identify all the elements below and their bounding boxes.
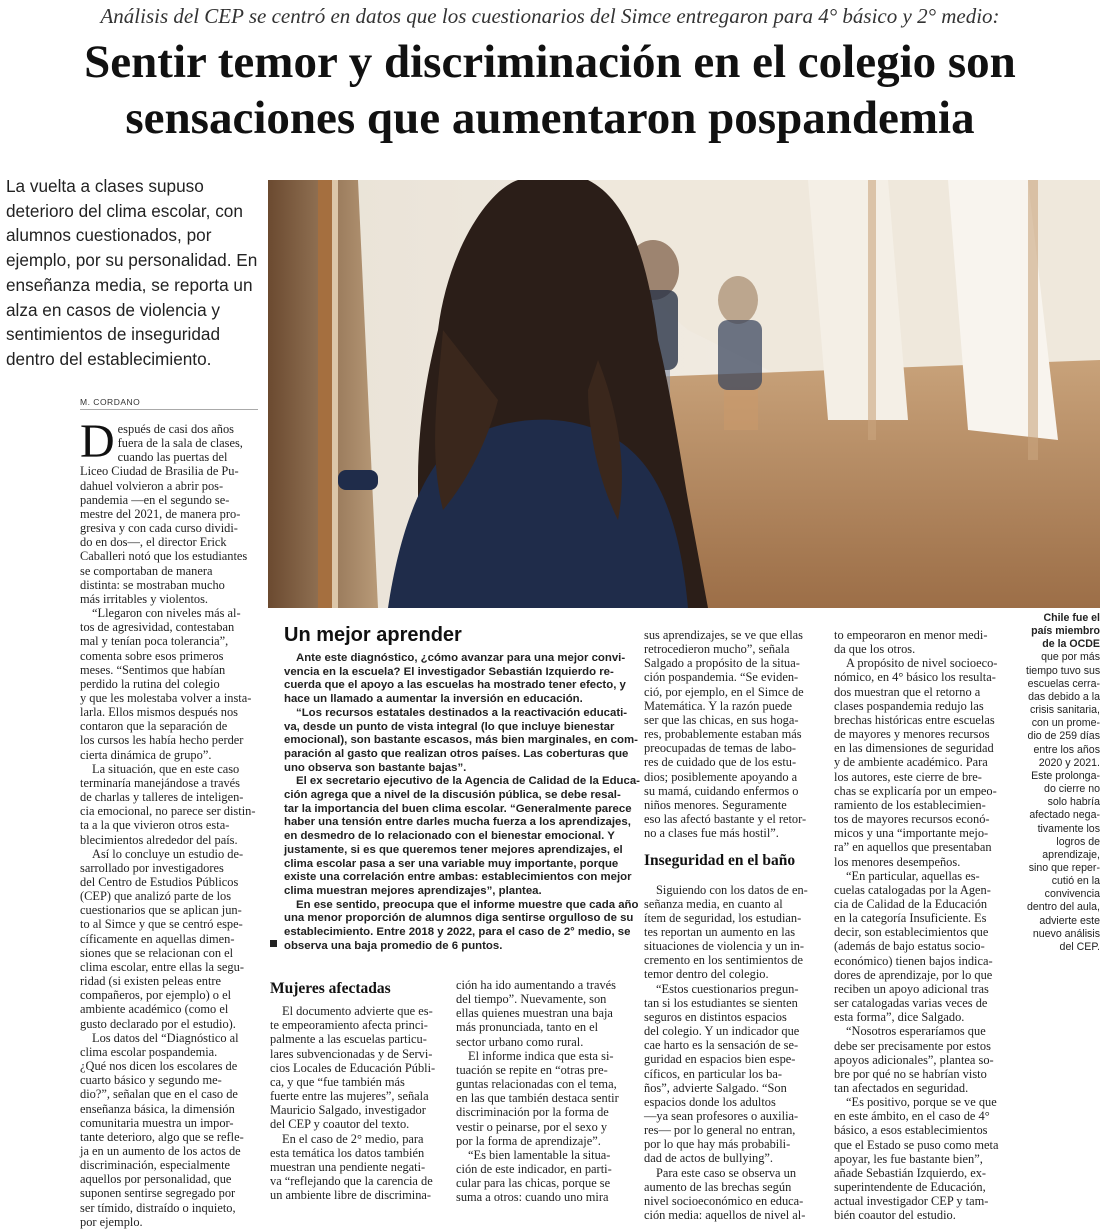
paragraph	[834, 1095, 1014, 1222]
text-line: —ya sean profesores o auxilia-	[644, 1109, 799, 1123]
text-line: larla. Ellos mismos después nos	[80, 705, 238, 720]
text-line: Este prolonga-	[1031, 769, 1100, 782]
text-line: suma a otros: cuando uno mira	[456, 1190, 609, 1205]
text-line: dios; posiblemente apoyando a	[644, 769, 798, 784]
kicker: Análisis del CEP se centró en datos que los cuestionarios del Simce entregaron para 4° básico y 2° medio:	[100, 4, 1000, 28]
text-line: debe ser precisamente por estos	[834, 1038, 991, 1053]
paragraph	[456, 1049, 634, 1148]
subhead: Inseguridad en el baño	[644, 852, 796, 870]
text-line: espacios donde los adultos	[644, 1094, 776, 1109]
text-line: apoyar, les fue bastante bien”,	[834, 1151, 983, 1166]
lede-line: La vuelta a clases supuso	[6, 176, 204, 196]
paragraph	[270, 1004, 446, 1131]
photo-credit: M. CORDANO	[80, 397, 258, 410]
text-line: cuestionarios que se aplican jun-	[80, 903, 242, 918]
text-line: “En particular, aquellas es-	[846, 868, 980, 883]
sidebar-bold-line: Chile fue el	[1043, 612, 1100, 624]
sidebar-fact	[1026, 612, 1100, 954]
text-line: cular para las chicas, porque se	[456, 1176, 611, 1191]
text-line: justamente, si es que queremos tener mejores aprendizajes, el	[284, 843, 623, 856]
text-line: del CEP.	[1059, 940, 1100, 953]
paragraph	[80, 847, 260, 1031]
text-line: hace un llamado a aumentar la inversión en educación.	[284, 693, 583, 706]
text-line: nómico, en 4° básico los resulta-	[834, 670, 996, 685]
text-line: Caballeri notó que los estudiantes	[80, 549, 248, 564]
text-line: apoyos adicionales”, plantea so-	[834, 1052, 994, 1067]
text-line: emocional), son bastante escasos, más bien marginales, en com-	[284, 734, 638, 747]
text-line: ción ha ido aumentando a través	[456, 978, 616, 992]
text-line: cuando las puertas del	[117, 450, 228, 465]
text-line: discriminación, especialmente	[80, 1158, 231, 1173]
text-line: suponen sentirse segregado por	[80, 1186, 236, 1201]
text-line: ja en un aumento de los actos de	[80, 1143, 241, 1158]
text-line: tar la importancia del buen clima escolar. “Generalmente parece	[284, 802, 632, 815]
text-line: convivencia	[1044, 888, 1100, 901]
text-line: tes reportan un aumento en las	[644, 924, 796, 939]
text-line: das debido a la	[1028, 690, 1100, 703]
text-line: tiempo tuvo sus	[1026, 664, 1100, 677]
text-line: niños menores. Seguramente	[644, 797, 787, 812]
text-line: observa una baja promedio de 6 puntos.	[284, 939, 503, 952]
text-line: dio?”, señalan que en el caso de	[80, 1087, 238, 1102]
text-line: una menor proporción de alumnos diga sentirse orgulloso de su	[284, 912, 634, 925]
text-line: to al Simce y que se centró espe-	[80, 917, 243, 932]
text-line: ridad (si existen peleas entre	[80, 974, 222, 989]
text-line: aprendizaje,	[1042, 848, 1100, 861]
text-line: ramiento de los establecimien-	[834, 797, 986, 812]
text-line: actual investigador CEP y tam-	[834, 1194, 989, 1209]
text-line: meses. “Sentimos que habían	[80, 662, 226, 677]
text-line: dahuel volvieron a abrir pos-	[80, 478, 224, 493]
text-line: cíficos, en particular los ba-	[644, 1066, 782, 1081]
text-line: tos de agresividad, contestaban	[80, 620, 235, 635]
text-line: cierta dinámica de grupo”.	[80, 747, 212, 762]
text-line: del colegio. Y un indicador que	[644, 1024, 800, 1039]
text-line: “Los recursos estatales destinados a la reactivación educati-	[296, 706, 628, 719]
paragraph	[834, 1024, 1014, 1095]
text-line: ción de este indicador, en parti-	[456, 1162, 612, 1177]
text-line: tos de mayores recursos econó-	[834, 812, 990, 827]
text-line: un ambiente libre de discrimina-	[270, 1188, 432, 1203]
text-line: cios Locales de Educación Públi-	[270, 1060, 436, 1075]
text-line: lares subvencionadas y de Servi-	[270, 1046, 433, 1061]
text-line: del Centro de Estudios Públicos	[80, 875, 239, 889]
article-column-2	[270, 982, 446, 1202]
text-line: pandemia —en el segundo se-	[80, 492, 230, 507]
photo-illustration	[268, 180, 1100, 608]
text-line: do cierre no	[1044, 783, 1100, 796]
paragraph	[834, 656, 1014, 868]
box-title: Un mejor aprender	[284, 624, 462, 646]
text-line: situaciones de violencia y un in-	[644, 939, 805, 954]
text-line: 2020 y 2021.	[1038, 756, 1100, 769]
text-line: clima escolar pasa a ser una variable muy importante, porque	[284, 857, 619, 870]
text-line: siones que se relacionan con el	[80, 945, 234, 960]
text-line: res, probablemente estaban más	[644, 727, 802, 742]
text-line: Los datos del “Diagnóstico al	[92, 1030, 239, 1045]
text-line: ción agrega que a nivel de la discusión pública, se debe resal-	[284, 789, 621, 802]
text-line: cuarto básico y segundo me-	[80, 1073, 222, 1088]
lede-line: alumnos cuestionados, por	[6, 225, 212, 246]
paragraph	[834, 628, 1014, 656]
text-line: clases pospandemia redujo las	[834, 698, 984, 713]
text-line: muestran una pendiente negati-	[270, 1159, 426, 1174]
text-line: cae harto es la sensación de se-	[644, 1038, 799, 1053]
text-line: de charlas y talleres de inteligen-	[80, 790, 244, 805]
text-line: logros de	[1056, 835, 1100, 848]
subhead: Mujeres afectadas	[270, 980, 391, 997]
text-line: mal y tenían poca tolerancia”,	[80, 634, 229, 649]
text-line: que por más	[1041, 651, 1100, 664]
text-line: por ejemplo.	[80, 1214, 143, 1229]
text-line: dores de aprendizaje, por lo que	[834, 967, 993, 982]
text-line: sarrollado por investigadores	[80, 860, 224, 875]
paragraph	[284, 775, 640, 898]
lede-line: dentro del establecimiento.	[6, 348, 212, 369]
text-line: ser tímido, distraído o inquieto,	[80, 1200, 236, 1215]
text-line: fuerte entre las mujeres”, señala	[270, 1089, 429, 1104]
text-line: gresiva y con cada curso dividi-	[80, 521, 238, 536]
text-line: se comportaban de manera	[80, 563, 213, 578]
text-line: El ex secretario ejecutivo de la Agencia de Calidad de la Educa-	[296, 775, 640, 788]
text-line: aumento de las brechas según	[644, 1179, 792, 1194]
text-line: superintendente de Educación,	[834, 1180, 986, 1195]
paragraph	[284, 707, 636, 776]
article-column-4	[644, 628, 824, 1222]
lede-line: deterioro del clima escolar, con	[6, 200, 243, 221]
text-line: do en dos—, el director Erick	[80, 535, 227, 550]
paragraph	[284, 652, 636, 707]
text-line: retrocedieron mucho”, señala	[644, 642, 790, 657]
text-line: guntas relacionadas con el tema,	[456, 1077, 617, 1092]
text-line: micos y una “importante mejo-	[834, 826, 989, 841]
text-line: blecimientos alrededor del país.	[80, 832, 238, 847]
text-line: uno observa son bastante bajas”.	[284, 761, 467, 774]
text-line: ser que las chicas, en sus hoga-	[644, 712, 799, 727]
text-line: distinta: se mostraban mucho	[80, 577, 225, 592]
headline	[0, 34, 1100, 146]
paragraph	[284, 898, 639, 954]
text-line: “Estos cuestionarios pregun-	[656, 981, 799, 996]
text-line: En el caso de 2° medio, para	[282, 1131, 424, 1146]
text-line: te empeoramiento afecta princi-	[270, 1018, 428, 1033]
text-line: discriminación por la forma de	[456, 1105, 609, 1120]
text-line: “Es positivo, porque se ve que	[846, 1095, 997, 1110]
text-line: los cursos les había hecho perder	[80, 733, 244, 748]
text-line: perdido la rutina del colegio	[80, 676, 220, 691]
text-line: crisis sanitaria,	[1029, 704, 1100, 717]
sidebar-text	[1026, 651, 1100, 954]
text-line: del CEP y coautor del texto.	[270, 1117, 410, 1132]
text-line: bién coautor del estudio.	[834, 1208, 956, 1223]
text-line: En ese sentido, preocupa que el informe muestre que cada año	[296, 898, 639, 911]
text-line: seguros en distintos espacios	[644, 1009, 787, 1024]
text-line: ca, y que “fue también más	[270, 1074, 405, 1089]
text-line: clima muestran mejores aprendizajes”, plantea.	[284, 884, 542, 897]
paragraph	[644, 628, 824, 840]
paragraph	[270, 1132, 446, 1203]
text-line: eso las afectó bastante y el retor-	[644, 812, 807, 827]
text-line: El documento advierte que es-	[282, 1004, 433, 1019]
text-line: espués de casi dos años	[117, 422, 234, 436]
text-line: tan afectados en seguridad.	[834, 1081, 969, 1095]
text-line: tivamente los	[1037, 822, 1100, 835]
text-line: fuera de la sala de clases,	[117, 436, 243, 451]
text-line: y que les molestaba volver a insta-	[80, 690, 252, 705]
text-line: contaron que la separación de	[80, 719, 228, 734]
text-line: básico, a esos establecimientos	[834, 1123, 988, 1138]
text-line: Así lo concluye un estudio de-	[92, 846, 244, 861]
text-line: guridad en espacios bien espe-	[644, 1052, 796, 1067]
text-line: ser catalogadas varias veces de	[834, 996, 988, 1011]
text-line: to empeoraron en menor medi-	[834, 628, 988, 642]
text-line: los menores desempeños.	[834, 854, 961, 869]
text-line: no a clases fue más hostil”.	[644, 826, 779, 841]
text-line: cutió en la	[1051, 875, 1100, 888]
text-line: dad de actos de bullying”.	[644, 1151, 774, 1166]
text-line: “Nosotros esperaríamos que	[846, 1024, 986, 1039]
text-line: Salgado a propósito de la situa-	[644, 656, 800, 671]
text-line: cremento en los sentimientos de	[644, 953, 803, 968]
text-line: cia emocional, no parece ser distin-	[80, 804, 256, 819]
text-line: tan si los estudiantes se sienten	[644, 995, 798, 1010]
text-line: Para este caso se observa un	[656, 1165, 797, 1180]
text-line: gusto declarado por el estudio).	[80, 1016, 236, 1031]
lede	[6, 174, 258, 372]
paragraph	[644, 1166, 824, 1223]
text-line: su mamá, cuidando enfermos o	[644, 783, 799, 798]
text-line: terminaría manejándose a través	[80, 775, 240, 790]
text-line: por lo que hay más probabili-	[644, 1137, 791, 1152]
text-line: decir, son establecimientos que	[834, 925, 989, 940]
text-line: va, desde un punto de vista integral (lo que incluye bienestar	[284, 720, 615, 733]
text-line: Liceo Ciudad de Brasilia de Pu-	[80, 464, 239, 479]
article-photo	[268, 180, 1100, 608]
text-line: ellas quienes muestran una baja	[456, 1006, 613, 1021]
text-line: advierte este	[1039, 914, 1100, 927]
text-line: (CEP) que analizó parte de los	[80, 889, 232, 904]
text-line: res— por lo general no entran,	[644, 1123, 796, 1138]
text-line: preocupadas de temas de labo-	[644, 741, 797, 756]
end-mark	[270, 940, 277, 947]
text-line: nivel socioeconómico en educa-	[644, 1193, 804, 1208]
text-line: más irritables y violentos.	[80, 591, 209, 606]
text-line: ítem de seguridad, los estudian-	[644, 910, 802, 925]
text-line: solo habría	[1047, 796, 1100, 809]
paragraph	[80, 606, 260, 762]
text-line: haber una tensión entre darles mucha fuerza a los aprendizajes,	[284, 816, 631, 829]
text-line: los autores, este cierre de bre-	[834, 769, 982, 784]
text-line: “Llegaron con niveles más al-	[92, 606, 241, 621]
text-line: La situación, que en este caso	[92, 761, 240, 776]
text-line: reciben un apoyo adicional tras	[834, 981, 989, 996]
text-line: clima escolar pospandemia.	[80, 1044, 218, 1059]
text-line: en las dimensiones de seguridad	[834, 741, 994, 756]
text-line: esta forma”, dice Salgado.	[834, 1010, 965, 1025]
text-line: vencia en la escuela? El investigador Sebastián Izquierdo re-	[284, 665, 614, 678]
text-line: que el Estado se puso como meta	[834, 1137, 999, 1152]
article-column-3	[456, 978, 634, 1205]
text-line: cuelas catalogadas por la Agen-	[834, 882, 991, 897]
text-line: ños”, advierte Salgado. “Son	[644, 1080, 787, 1095]
headline-line: sensaciones que aumentaron pospandemia	[125, 92, 975, 144]
text-line: “Es bien lamentable la situa-	[468, 1147, 611, 1162]
text-line: ¿Qué nos dicen los escolares de	[80, 1059, 238, 1074]
text-line: res de cuidado que de los estu-	[644, 755, 797, 770]
paragraph	[80, 762, 260, 847]
text-line: ción media: aquellos de nivel al-	[644, 1208, 806, 1223]
text-line: nuevo análisis	[1032, 927, 1100, 940]
text-line: esta temática los datos también	[270, 1145, 425, 1160]
paragraph	[644, 883, 824, 982]
text-line: en las que también destaca sentir	[456, 1091, 619, 1106]
article-column-1	[80, 415, 260, 1229]
lede-line: alza en casos de violencia y	[6, 299, 221, 320]
text-line: tante deterioro, algo que se refle-	[80, 1129, 244, 1144]
text-line: en desmedro de lo relacionado con el bienestar emocional. Y	[284, 830, 615, 843]
text-line: en este ámbito, en el caso de 4°	[834, 1109, 990, 1124]
text-line: El informe indica que esta si-	[468, 1048, 614, 1063]
paragraph	[644, 982, 824, 1166]
text-line: del tiempo”. Nuevamente, son	[456, 992, 607, 1007]
text-line: dos muestran que el retorno a	[834, 684, 981, 699]
text-line: dio de 259 días	[1027, 730, 1100, 743]
text-line: ambiente académico (como el	[80, 1002, 229, 1017]
text-line: con un prome-	[1031, 717, 1100, 730]
text-line: aquellos por personalidad, que	[80, 1172, 232, 1187]
paragraph	[456, 978, 634, 1049]
text-line: Mauricio Salgado, investigador	[270, 1103, 426, 1118]
text-line: ción pospandemia. “Se eviden-	[644, 670, 799, 685]
text-line: existe una correlación entre ambas: establecimientos con mejor	[284, 871, 632, 884]
text-line: da que los otros.	[834, 642, 916, 657]
text-line: brechas históricas entre escuelas	[834, 712, 995, 727]
box-text	[284, 652, 640, 953]
text-line: escuelas cerra-	[1027, 677, 1100, 690]
text-line: tuación se repite en “otras pre-	[456, 1062, 608, 1077]
text-line: sino que reper-	[1028, 861, 1100, 874]
text-line: va “reflejando que la carencia de	[270, 1174, 433, 1189]
text-line: Siguiendo con los datos de en-	[656, 882, 808, 897]
opening-paragraph	[80, 415, 260, 606]
text-line: A propósito de nivel socioeco-	[846, 656, 998, 671]
paragraph	[834, 869, 1014, 1025]
text-line: Ante este diagnóstico, ¿cómo avanzar para una mejor convi-	[296, 652, 626, 664]
text-line: palmente a las escuelas particu-	[270, 1032, 427, 1047]
sidebar-bold-line: de la OCDE	[1042, 638, 1100, 651]
paragraph	[456, 1148, 634, 1205]
text-line: por la forma de aprendizaje”.	[456, 1133, 601, 1148]
text-line: bre por qué no se habrían visto	[834, 1066, 987, 1081]
text-line: en la categoría Insuficiente. Es	[834, 911, 987, 926]
text-line: ta a la que vivieron otros esta-	[80, 818, 230, 833]
text-line: sector urbano como rural.	[456, 1034, 584, 1049]
text-line: añade Sebastián Izquierdo, ex-	[834, 1165, 987, 1180]
text-line: señanza media, en cuanto al	[644, 896, 783, 911]
text-line: de mayores y menores recursos	[834, 727, 990, 742]
headline-line: Sentir temor y discriminación en el colegio son	[84, 36, 1016, 88]
text-line: afectado nega-	[1029, 809, 1100, 822]
text-line: enseñanza básica, la dimensión	[80, 1101, 235, 1116]
lede-line: enseñanza media, se reporta un	[6, 274, 253, 295]
sidebar-bold-line: país miembro	[1031, 625, 1100, 638]
text-line: Matemática. Y la razón puede	[644, 698, 793, 713]
text-line: (además de bajo estatus socio-	[834, 939, 985, 954]
article-column-5	[834, 628, 1014, 1223]
text-line: dentro del aula,	[1026, 901, 1100, 914]
paragraph	[80, 1031, 260, 1229]
text-line: clima escolar, entre ellas la segu-	[80, 959, 244, 974]
drop-cap: D	[80, 415, 115, 468]
text-line: chas se explicaría por un empeo-	[834, 783, 997, 798]
text-line: sus aprendizajes, se ve que ellas	[644, 628, 803, 642]
text-line: paración al gasto que realizan otros países. Las coberturas que	[284, 747, 629, 760]
text-line: ra” en aquellos que presentaban	[834, 840, 992, 855]
text-line: cíficamente en aquellas dimen-	[80, 931, 235, 946]
text-line: entre los años	[1033, 743, 1100, 756]
text-line: establecimiento. Entre 2018 y 2022, para el caso de 2° medio, se	[284, 926, 631, 939]
text-line: más pronunciada, tanto en el	[456, 1020, 599, 1035]
text-line: económico) tienen bajos indica-	[834, 953, 993, 968]
text-line: y de ambiente académico. Para	[834, 755, 988, 770]
text-line: comunitaria muestra un impor-	[80, 1115, 234, 1130]
text-line: ció, por ejemplo, en el Simce de	[644, 684, 804, 699]
text-line: mestre del 2021, de manera pro-	[80, 506, 241, 521]
text-line: temor dentro del colegio.	[644, 967, 769, 982]
text-line: cia de Calidad de la Educación	[834, 896, 988, 911]
text-line: comenta sobre esos primeros	[80, 648, 224, 663]
text-line: cuerda que el apoyo a las escuelas ha mostrado tener efecto, y	[284, 679, 626, 692]
text-line: compañeros, por ejemplo) o el	[80, 988, 232, 1003]
lede-line: sentimientos de inseguridad	[6, 324, 221, 345]
text-line: vestir o peinarse, por el sexo y	[456, 1119, 608, 1134]
lede-line: ejemplo, por su personalidad. En	[6, 250, 258, 271]
